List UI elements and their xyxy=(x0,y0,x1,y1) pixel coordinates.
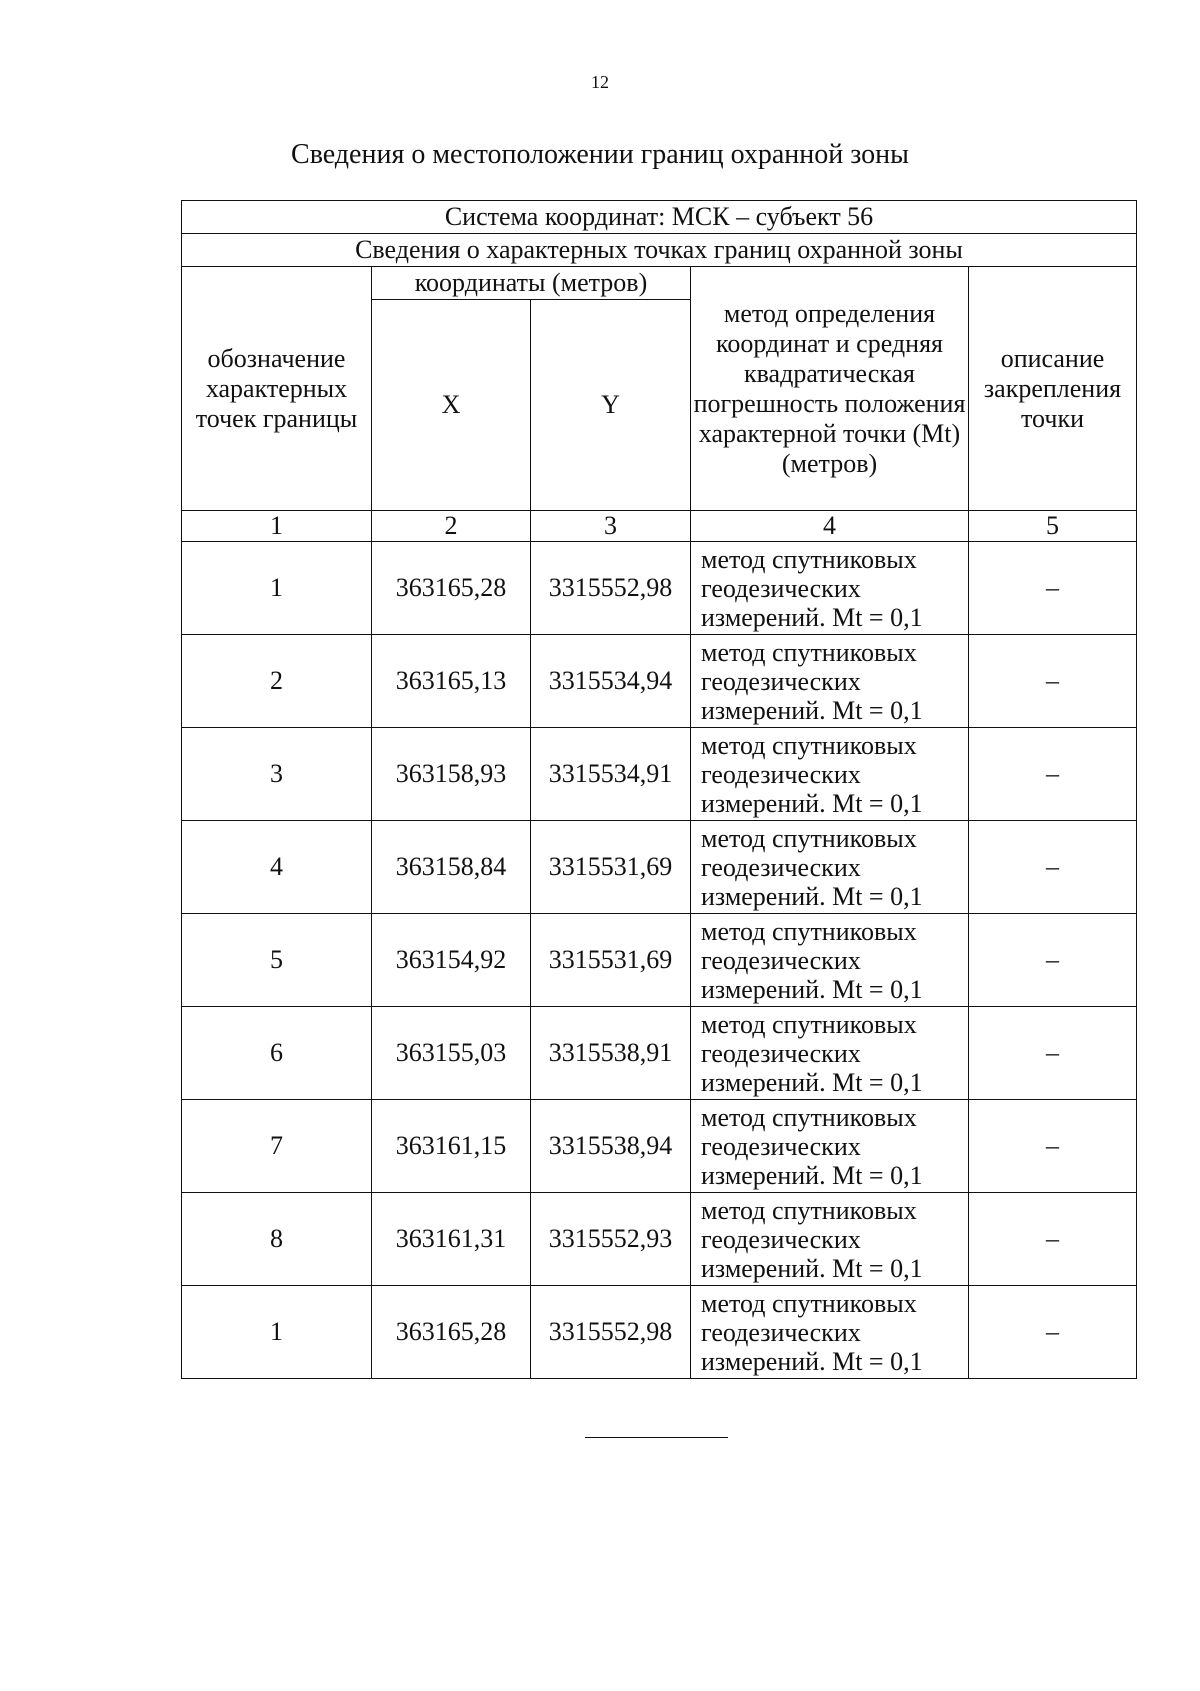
method-line: геодезических xyxy=(701,1317,861,1347)
method-line: геодезических xyxy=(701,666,861,696)
y-cell: 3315552,98 xyxy=(531,542,691,635)
method-cell xyxy=(691,821,969,914)
x-cell: 363165,28 xyxy=(372,1286,531,1379)
header-method: метод определения координат и средняя квадратическая погрешность положения характерной точки (Mt) (метров) xyxy=(691,267,969,511)
point-cell: 6 xyxy=(182,1007,372,1100)
method-line: измерений. Mt = 0,1 xyxy=(701,602,923,632)
method-line: геодезических xyxy=(701,945,861,975)
column-number: 5 xyxy=(969,511,1137,542)
y-cell: 3315531,69 xyxy=(531,914,691,1007)
table-row xyxy=(182,635,1137,728)
header-coords: координаты (метров) xyxy=(372,267,691,300)
method-line: измерений. Mt = 0,1 xyxy=(701,1253,923,1283)
description-cell: – xyxy=(969,1100,1137,1193)
method-cell xyxy=(691,1007,969,1100)
y-cell: 3315531,69 xyxy=(531,821,691,914)
point-cell: 4 xyxy=(182,821,372,914)
table-row xyxy=(182,1286,1137,1379)
method-line: метод спутниковых xyxy=(701,730,917,760)
x-cell: 363154,92 xyxy=(372,914,531,1007)
y-cell: 3315534,94 xyxy=(531,635,691,728)
method-line: метод спутниковых xyxy=(701,916,917,946)
table-row xyxy=(182,542,1137,635)
method-line: геодезических xyxy=(701,1224,861,1254)
column-number: 1 xyxy=(182,511,372,542)
table-row xyxy=(182,1100,1137,1193)
x-cell: 363165,28 xyxy=(372,542,531,635)
page-number: 12 xyxy=(591,72,609,92)
subtitle-row xyxy=(182,234,1137,267)
description-cell: – xyxy=(969,1286,1137,1379)
method-line: метод спутниковых xyxy=(701,1288,917,1318)
point-cell: 8 xyxy=(182,1193,372,1286)
y-cell: 3315538,94 xyxy=(531,1100,691,1193)
method-line: измерений. Mt = 0,1 xyxy=(701,695,923,725)
description-cell: – xyxy=(969,821,1137,914)
table-row xyxy=(182,1193,1137,1286)
method-line: геодезических xyxy=(701,852,861,882)
description-cell: – xyxy=(969,914,1137,1007)
point-cell: 3 xyxy=(182,728,372,821)
subtitle-cell: Сведения о характерных точках границ охранной зоны xyxy=(182,234,1137,267)
method-line: метод спутниковых xyxy=(701,823,917,853)
method-line: геодезических xyxy=(701,573,861,603)
x-cell: 363158,93 xyxy=(372,728,531,821)
y-cell: 3315552,98 xyxy=(531,1286,691,1379)
method-line: измерений. Mt = 0,1 xyxy=(701,788,923,818)
x-cell: 363165,13 xyxy=(372,635,531,728)
header-y: Y xyxy=(531,300,691,511)
method-cell xyxy=(691,1193,969,1286)
description-cell: – xyxy=(969,1007,1137,1100)
coord-system-cell: Система координат: МСК – субъект 56 xyxy=(182,201,1137,234)
x-cell: 363155,03 xyxy=(372,1007,531,1100)
method-cell xyxy=(691,728,969,821)
header-description: описание закрепления точки xyxy=(969,267,1137,511)
x-cell: 363158,84 xyxy=(372,821,531,914)
point-cell: 2 xyxy=(182,635,372,728)
header-point: обозначение характерных точек границы xyxy=(182,267,372,511)
column-number: 3 xyxy=(531,511,691,542)
description-cell: – xyxy=(969,728,1137,821)
method-line: метод спутниковых xyxy=(701,1009,917,1039)
method-line: измерений. Mt = 0,1 xyxy=(701,881,923,911)
column-number: 4 xyxy=(691,511,969,542)
description-cell: – xyxy=(969,1193,1137,1286)
method-line: измерений. Mt = 0,1 xyxy=(701,1346,923,1376)
coordinates-table xyxy=(181,200,1137,1379)
header-row xyxy=(182,267,1137,300)
method-cell xyxy=(691,1100,969,1193)
x-cell: 363161,15 xyxy=(372,1100,531,1193)
method-cell xyxy=(691,1286,969,1379)
method-line: геодезических xyxy=(701,1038,861,1068)
point-cell: 5 xyxy=(182,914,372,1007)
column-number: 2 xyxy=(372,511,531,542)
method-line: измерений. Mt = 0,1 xyxy=(701,1067,923,1097)
method-cell xyxy=(691,542,969,635)
table-row xyxy=(182,821,1137,914)
table-row xyxy=(182,1007,1137,1100)
description-cell: – xyxy=(969,635,1137,728)
x-cell: 363161,31 xyxy=(372,1193,531,1286)
y-cell: 3315552,93 xyxy=(531,1193,691,1286)
method-line: измерений. Mt = 0,1 xyxy=(701,974,923,1004)
document-title: Сведения о местоположении границ охранной зоны xyxy=(291,139,909,170)
table-row xyxy=(182,914,1137,1007)
table-row xyxy=(182,728,1137,821)
method-cell xyxy=(691,914,969,1007)
point-cell: 7 xyxy=(182,1100,372,1193)
y-cell: 3315538,91 xyxy=(531,1007,691,1100)
method-line: геодезических xyxy=(701,759,861,789)
method-line: метод спутниковых xyxy=(701,1195,917,1225)
method-line: метод спутниковых xyxy=(701,637,917,667)
method-line: геодезических xyxy=(701,1131,861,1161)
method-line: измерений. Mt = 0,1 xyxy=(701,1160,923,1190)
separator-line xyxy=(585,1437,728,1438)
column-number-row xyxy=(182,511,1137,542)
y-cell: 3315534,91 xyxy=(531,728,691,821)
header-x: X xyxy=(372,300,531,511)
point-cell: 1 xyxy=(182,542,372,635)
method-line: метод спутниковых xyxy=(701,1102,917,1132)
method-line: метод спутниковых xyxy=(701,544,917,574)
coord-system-row xyxy=(182,201,1137,234)
method-cell xyxy=(691,635,969,728)
point-cell: 1 xyxy=(182,1286,372,1379)
description-cell: – xyxy=(969,542,1137,635)
